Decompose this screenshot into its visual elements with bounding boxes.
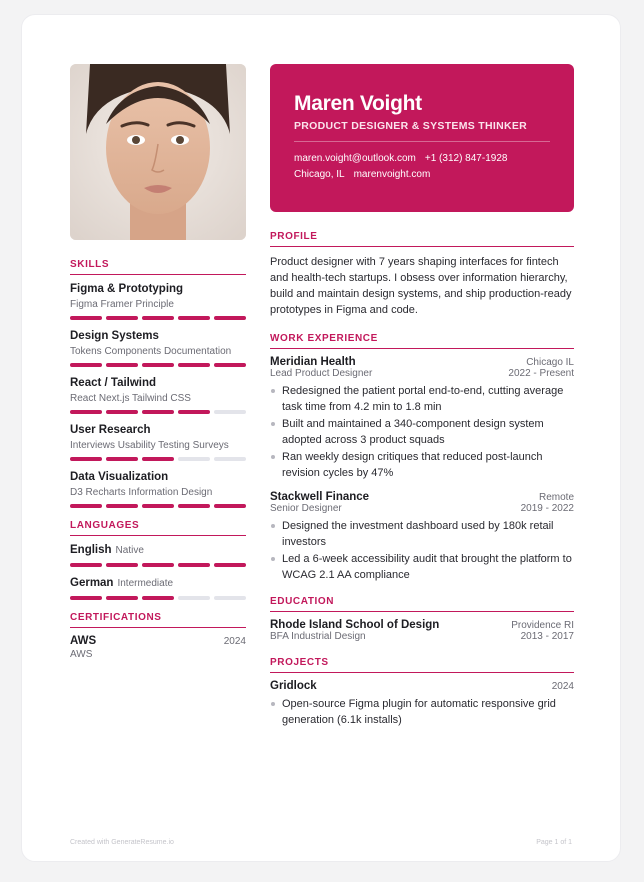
contact-line-2 xyxy=(294,167,550,183)
project-name: Gridlock xyxy=(270,680,317,692)
level-segment-filled xyxy=(70,563,102,567)
level-segment-filled xyxy=(142,563,174,567)
level-segment-filled xyxy=(178,410,210,414)
profile-photo xyxy=(70,64,246,240)
level-segment-empty xyxy=(214,596,246,600)
job-location: Remote xyxy=(538,492,574,503)
footer-page-number: Page 1 of 1 xyxy=(536,839,572,846)
school-location: Providence RI xyxy=(511,620,574,631)
language-level: Native xyxy=(115,545,144,556)
skills-title: SKILLS xyxy=(70,259,246,275)
level-bar xyxy=(70,363,246,367)
certification-issuer: AWS xyxy=(70,649,93,660)
level-segment-filled xyxy=(106,563,138,567)
job-dates: 2019 - 2022 xyxy=(520,503,574,514)
job-dates: 2022 - Present xyxy=(508,368,574,379)
level-bar xyxy=(70,410,246,414)
education-title: EDUCATION xyxy=(270,596,574,612)
level-segment-filled xyxy=(70,316,102,320)
job-position: Lead Product Designer xyxy=(270,368,373,379)
level-segment-filled xyxy=(178,363,210,367)
portrait-image xyxy=(70,64,246,240)
resume-page xyxy=(21,14,621,862)
level-segment-filled xyxy=(178,504,210,508)
project-year: 2024 xyxy=(551,681,574,692)
level-segment-filled xyxy=(178,316,210,320)
certification-year: 2024 xyxy=(223,636,246,647)
languages-list xyxy=(70,543,246,600)
education-dates: 2013 - 2017 xyxy=(520,631,574,642)
right-column xyxy=(270,64,574,735)
profile-text: Product designer with 7 years shaping interfaces for fintech and health-tech startups. I obsess over information hierarchy, build and maintain design systems, and ship production-ready prototypes in Figma and code. xyxy=(270,256,572,316)
level-segment-filled xyxy=(142,316,174,320)
left-column xyxy=(70,64,246,660)
level-segment-filled xyxy=(70,410,102,414)
degree-text: BFA Industrial Design xyxy=(270,631,366,642)
projects-section xyxy=(270,657,574,728)
job-item xyxy=(270,356,574,481)
skill-keywords: React Next.js Tailwind CSS xyxy=(70,393,191,404)
projects-title: PROJECTS xyxy=(270,657,574,673)
skill-name: User Research xyxy=(70,424,151,436)
location-text: Chicago, IL xyxy=(294,169,345,180)
level-segment-empty xyxy=(178,596,210,600)
language-level: Intermediate xyxy=(117,578,174,589)
skill-item xyxy=(70,329,246,367)
level-segment-filled xyxy=(106,410,138,414)
skill-keywords: Figma Framer Principle xyxy=(70,299,174,310)
certification-name: AWS xyxy=(70,635,97,647)
profile-section xyxy=(270,231,574,318)
level-segment-filled xyxy=(142,457,174,461)
bullet-item: Ran weekly design critiques that reduced post-launch revision cycles by 47% xyxy=(270,449,574,481)
level-segment-empty xyxy=(178,457,210,461)
job-position: Senior Designer xyxy=(270,503,342,514)
bullet-item: Led a 6-week accessibility audit that brought the platform to WCAG 2.1 AA compliance xyxy=(270,551,574,583)
skill-name: React / Tailwind xyxy=(70,377,157,389)
skill-item xyxy=(70,470,246,508)
experience-title: WORK EXPERIENCE xyxy=(270,333,574,349)
email-link[interactable]: maren.voight@outlook.com xyxy=(294,153,416,164)
bullet-item: Redesigned the patient portal end-to-end, cutting average task time from 4.2 min to 1.8 min xyxy=(270,383,574,415)
level-segment-filled xyxy=(178,563,210,567)
language-line xyxy=(70,543,246,558)
header-banner xyxy=(270,64,574,212)
education-section xyxy=(270,596,574,642)
skill-keywords: Interviews Usability Testing Surveys xyxy=(70,440,229,451)
level-segment-filled xyxy=(70,363,102,367)
level-segment-filled xyxy=(106,363,138,367)
skills-section xyxy=(70,259,246,508)
level-segment-filled xyxy=(214,563,246,567)
level-bar xyxy=(70,504,246,508)
project-item xyxy=(270,680,574,728)
level-bar xyxy=(70,316,246,320)
contact-line-1 xyxy=(294,151,550,167)
project-bullets xyxy=(270,696,574,728)
bullet-item: Designed the investment dashboard used by 180k retail investors xyxy=(270,518,574,550)
languages-section xyxy=(70,520,246,600)
phone-text: +1 (312) 847-1928 xyxy=(424,153,508,164)
level-segment-filled xyxy=(70,457,102,461)
candidate-name: Maren Voight xyxy=(294,92,422,115)
skill-item xyxy=(70,423,246,461)
school-name: Rhode Island School of Design xyxy=(270,619,440,631)
language-name: English xyxy=(70,544,112,556)
level-segment-filled xyxy=(142,596,174,600)
job-item xyxy=(270,491,574,583)
level-segment-filled xyxy=(106,504,138,508)
experience-list xyxy=(270,356,574,583)
experience-section xyxy=(270,333,574,583)
skill-name: Design Systems xyxy=(70,330,159,342)
language-item xyxy=(70,576,246,600)
level-segment-filled xyxy=(142,504,174,508)
skill-name: Data Visualization xyxy=(70,471,169,483)
bullet-item: Open-source Figma plugin for automatic responsive grid generation (6.1k installs) xyxy=(270,696,574,728)
level-bar xyxy=(70,596,246,600)
education-item xyxy=(270,619,574,642)
level-segment-filled xyxy=(214,316,246,320)
job-location: Chicago IL xyxy=(526,357,574,368)
certification-item xyxy=(70,635,246,660)
skill-name: Figma & Prototyping xyxy=(70,283,184,295)
level-segment-filled xyxy=(106,596,138,600)
level-segment-filled xyxy=(106,457,138,461)
skill-keywords: Tokens Components Documentation xyxy=(70,346,232,357)
level-segment-filled xyxy=(214,363,246,367)
candidate-role: PRODUCT DESIGNER & SYSTEMS THINKER xyxy=(294,120,528,132)
job-sub-row xyxy=(270,368,574,379)
skill-item xyxy=(70,376,246,414)
job-sub-row xyxy=(270,503,574,514)
job-header-row xyxy=(270,356,574,368)
job-bullets xyxy=(270,518,574,583)
level-segment-filled xyxy=(142,363,174,367)
level-segment-filled xyxy=(214,504,246,508)
level-segment-filled xyxy=(106,316,138,320)
job-bullets xyxy=(270,383,574,481)
level-segment-filled xyxy=(142,410,174,414)
level-segment-filled xyxy=(70,596,102,600)
profile-title: PROFILE xyxy=(270,231,574,247)
bullet-item: Built and maintained a 340-component design system adopted across 3 product squads xyxy=(270,416,574,448)
level-segment-filled xyxy=(70,504,102,508)
languages-title: LANGUAGES xyxy=(70,520,246,536)
header-divider xyxy=(294,141,550,142)
language-name: German xyxy=(70,577,114,589)
job-header-row xyxy=(270,491,574,503)
level-bar xyxy=(70,563,246,567)
language-line xyxy=(70,576,246,591)
level-segment-empty xyxy=(214,410,246,414)
certifications-section xyxy=(70,612,246,660)
skill-keywords: D3 Recharts Information Design xyxy=(70,487,213,498)
company-name: Stackwell Finance xyxy=(270,491,370,503)
skills-list xyxy=(70,282,246,508)
website-link[interactable]: marenvoight.com xyxy=(353,169,431,180)
level-segment-empty xyxy=(214,457,246,461)
certifications-title: CERTIFICATIONS xyxy=(70,612,246,628)
language-item xyxy=(70,543,246,567)
level-bar xyxy=(70,457,246,461)
footer-credit: Created with GenerateResume.io xyxy=(70,839,174,846)
company-name: Meridian Health xyxy=(270,356,356,368)
skill-item xyxy=(70,282,246,320)
